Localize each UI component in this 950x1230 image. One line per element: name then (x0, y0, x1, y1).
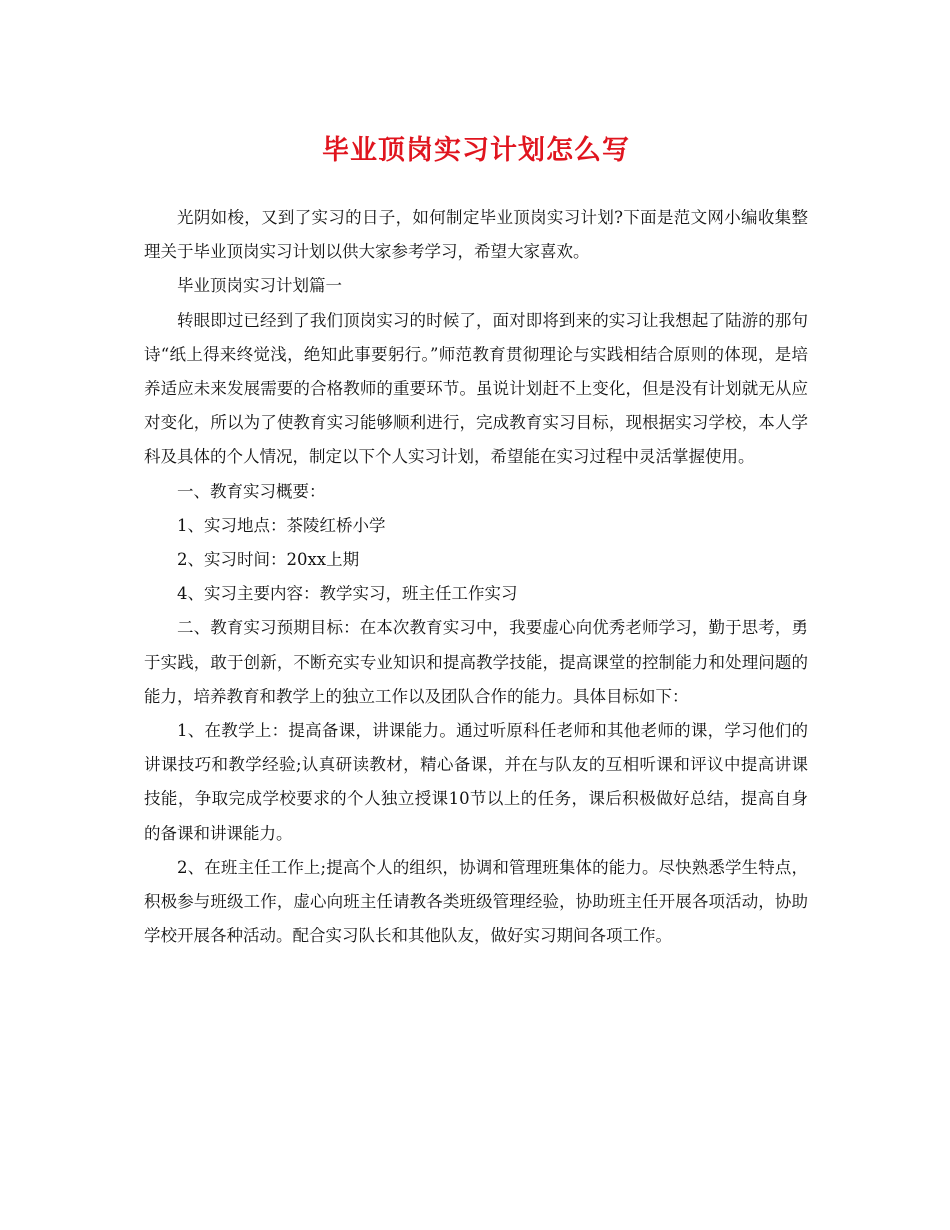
list-item: 2、实习时间：20xx上期 (177, 550, 360, 570)
body-paragraph: 二、教育实习预期目标：在本次教育实习中，我要虚心向优秀老师学习，勤于思考，勇于实践，敢于创新，不断充实专业知识和提高教学技能，提高课堂的控制能力和处理问题的能力，培养教育和教学上的独立工作以及团队合作的能力。具体目标如下： (144, 618, 808, 706)
body-paragraph: 2、在班主任工作上;提高个人的组织，协调和管理班集体的能力。尽快熟悉学生特点，积极参与班级工作，虚心向班主任请教各类班级管理经验，协助班主任开展各项活动，协助学校开展各种活动。配合实习队长和其他队友，做好实习期间各项工作。 (144, 857, 808, 946)
section-heading: 毕业顶岗实习计划篇一 (177, 276, 342, 296)
list-item: 1、实习地点：茶陵红桥小学 (177, 515, 386, 535)
intro-paragraph: 光阴如梭，又到了实习的日子，如何制定毕业顶岗实习计划?下面是范文网小编收集整理关于毕业顶岗实习计划以供大家参考学习，希望大家喜欢。 (144, 208, 808, 262)
body-paragraph: 转眼即过已经到了我们顶岗实习的时候了，面对即将到来的实习让我想起了陆游的那句诗“纸上得来终觉浅，绝知此事要躬行。”师范教育贯彻理论与实践相结合原则的体现，是培养适应未来发展需要的合格教师的重要环节。虽说计划赶不上变化，但是没有计划就无从应对变化，所以为了使教育实习能够顺利进行，完成教育实习目标，现根据实习学校，本人学科及具体的个人情况，制定以下个人实习计划，希望能在实习过程中灵活掌握使用。 (144, 310, 808, 467)
outline-heading: 一、教育实习概要： (177, 481, 326, 501)
document-title: 毕业顶岗实习计划怎么写 (322, 135, 630, 166)
body-paragraph: 1、在教学上：提高备课，讲课能力。通过听原科任老师和其他老师的课，学习他们的讲课技巧和教学经验;认真研读教材，精心备课，并在与队友的互相听课和评议中提高讲课技能，争取完成学校要求的个人独立授课10节以上的任务，课后积极做好总结，提高自身的备课和讲课能力。 (144, 721, 808, 843)
list-item: 4、实习主要内容：教学实习，班主任工作实习 (177, 584, 518, 604)
